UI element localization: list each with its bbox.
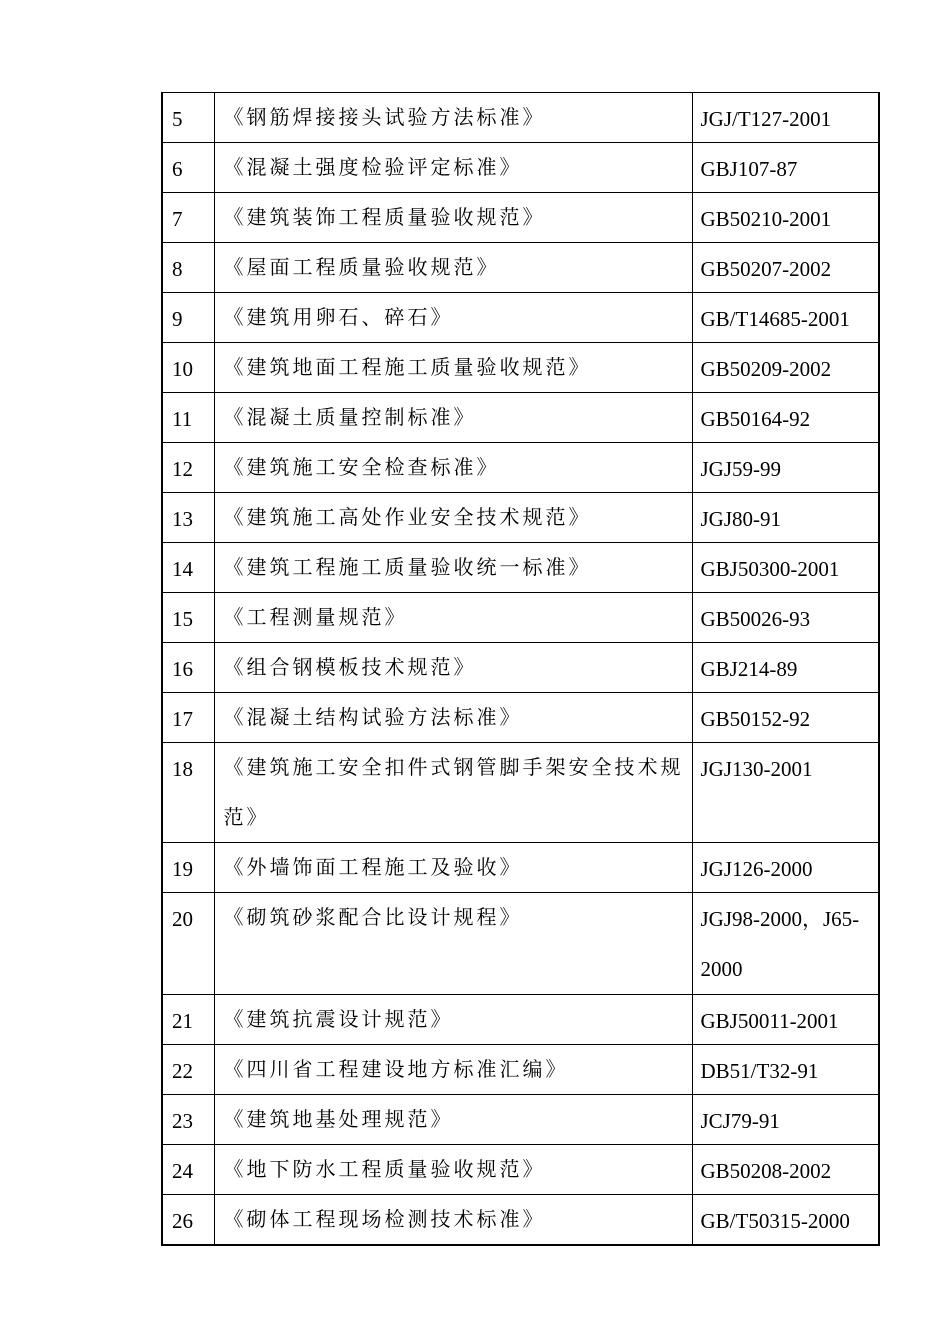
standard-name: 《屋面工程质量验收规范》 (223, 255, 500, 279)
row-number: 9 (172, 307, 183, 331)
table-row (162, 743, 879, 843)
standard-code-cell (692, 443, 879, 493)
standard-code-cell (692, 893, 879, 995)
standard-code: GBJ50011-2001 (700, 1009, 839, 1033)
table-row (162, 893, 879, 995)
standard-code: GB50209-2002 (700, 357, 832, 381)
standard-code-cell (692, 995, 879, 1045)
standard-name: 《建筑地面工程施工质量验收规范》 (223, 355, 592, 379)
standard-name: 《建筑用卵石、碎石》 (223, 305, 454, 329)
standard-name: 《混凝土强度检验评定标准》 (223, 155, 523, 179)
row-number-cell (162, 493, 214, 543)
table-row (162, 193, 879, 243)
table-row (162, 1045, 879, 1095)
standard-name: 《组合钢模板技术规范》 (223, 655, 477, 679)
standard-code: JGJ130-2001 (700, 757, 813, 781)
row-number-cell (162, 593, 214, 643)
standard-code-cell (692, 193, 879, 243)
standard-code: GB50164-92 (700, 407, 811, 431)
row-number-cell (162, 243, 214, 293)
row-number-cell (162, 693, 214, 743)
row-number: 10 (172, 357, 193, 381)
table-row (162, 543, 879, 593)
row-number: 19 (172, 857, 193, 881)
standard-name: 《钢筋焊接接头试验方法标准》 (223, 105, 546, 129)
row-number: 18 (172, 757, 193, 781)
row-number-cell (162, 93, 214, 143)
standard-name-cell (214, 743, 692, 843)
standard-name: 《建筑抗震设计规范》 (223, 1007, 454, 1031)
standard-code: JGJ98-2000，J65-2000 (700, 907, 860, 981)
standard-name: 《建筑地基处理规范》 (223, 1107, 454, 1131)
row-number: 8 (172, 257, 183, 281)
standard-name-cell (214, 1195, 692, 1246)
row-number-cell (162, 443, 214, 493)
row-number: 16 (172, 657, 193, 681)
row-number-cell (162, 143, 214, 193)
table-row (162, 143, 879, 193)
standard-code-cell (692, 243, 879, 293)
standard-code-cell (692, 1195, 879, 1246)
row-number: 17 (172, 707, 193, 731)
standard-code-cell (692, 493, 879, 543)
row-number-cell (162, 843, 214, 893)
row-number-cell (162, 1145, 214, 1195)
standard-code: JGJ80-91 (700, 507, 782, 531)
standard-code-cell (692, 1045, 879, 1095)
row-number: 23 (172, 1109, 193, 1133)
standard-name: 《砌筑砂浆配合比设计规程》 (223, 905, 523, 929)
standard-name: 《工程测量规范》 (223, 605, 408, 629)
row-number: 26 (172, 1209, 193, 1233)
standard-code: JGJ59-99 (700, 457, 782, 481)
standard-code: GB50210-2001 (700, 207, 832, 231)
row-number-cell (162, 1095, 214, 1145)
row-number-cell (162, 643, 214, 693)
table-row (162, 493, 879, 543)
row-number-cell (162, 893, 214, 995)
standard-code-cell (692, 1095, 879, 1145)
standard-code: GB50152-92 (700, 707, 811, 731)
standard-name: 《混凝土质量控制标准》 (223, 405, 477, 429)
standard-name: 《砌体工程现场检测技术标准》 (223, 1207, 546, 1231)
standard-code: GB50026-93 (700, 607, 811, 631)
standard-code-cell (692, 293, 879, 343)
row-number: 22 (172, 1059, 193, 1083)
standard-name: 《混凝土结构试验方法标准》 (223, 705, 523, 729)
row-number: 14 (172, 557, 193, 581)
standard-name: 《建筑施工高处作业安全技术规范》 (223, 505, 592, 529)
row-number-cell (162, 1195, 214, 1246)
standard-code-cell (692, 543, 879, 593)
table-row (162, 1145, 879, 1195)
standard-name: 《建筑工程施工质量验收统一标准》 (223, 555, 592, 579)
row-number: 21 (172, 1009, 193, 1033)
standard-code: JGJ126-2000 (700, 857, 813, 881)
row-number: 11 (172, 407, 193, 431)
standard-code: GBJ214-89 (700, 657, 798, 681)
standard-name: 《地下防水工程质量验收规范》 (223, 1157, 546, 1181)
row-number-cell (162, 343, 214, 393)
standard-code: GB/T50315-2000 (700, 1209, 850, 1233)
standard-name-cell (214, 893, 692, 995)
standard-code: DB51/T32-91 (700, 1059, 819, 1083)
standard-code-cell (692, 393, 879, 443)
standards-table-body (162, 93, 879, 1246)
standard-code: GB/T14685-2001 (700, 307, 850, 331)
standard-code: JGJ/T127-2001 (700, 107, 832, 131)
row-number-cell (162, 743, 214, 843)
row-number-cell (162, 193, 214, 243)
table-row (162, 93, 879, 143)
standard-name: 《建筑施工安全检查标准》 (223, 455, 500, 479)
row-number-cell (162, 293, 214, 343)
standard-code: JCJ79-91 (700, 1109, 780, 1133)
standard-name: 《建筑装饰工程质量验收规范》 (223, 205, 546, 229)
standard-code-cell (692, 743, 879, 843)
table-row (162, 343, 879, 393)
standard-code-cell (692, 343, 879, 393)
row-number: 15 (172, 607, 193, 631)
row-number: 20 (172, 907, 193, 931)
row-number-cell (162, 995, 214, 1045)
standard-name: 《四川省工程建设地方标准汇编》 (223, 1057, 569, 1081)
standard-code: GB50208-2002 (700, 1159, 832, 1183)
standard-code-cell (692, 643, 879, 693)
standard-code: GB50207-2002 (700, 257, 832, 281)
standard-code-cell (692, 143, 879, 193)
standard-name: 《外墙饰面工程施工及验收》 (223, 855, 523, 879)
row-number-cell (162, 543, 214, 593)
row-number: 12 (172, 457, 193, 481)
standards-table (161, 92, 880, 1246)
row-number-cell (162, 1045, 214, 1095)
row-number: 13 (172, 507, 193, 531)
standard-code: GBJ50300-2001 (700, 557, 840, 581)
standard-code-cell (692, 593, 879, 643)
row-number: 7 (172, 207, 183, 231)
row-number-cell (162, 393, 214, 443)
row-number: 24 (172, 1159, 193, 1183)
standard-name: 《建筑施工安全扣件式钢管脚手架安全技术规范》 (223, 755, 684, 829)
table-row (162, 1195, 879, 1246)
row-number: 5 (172, 107, 183, 131)
row-number: 6 (172, 157, 183, 181)
standard-code-cell (692, 93, 879, 143)
standard-code-cell (692, 1145, 879, 1195)
standard-code: GBJ107-87 (700, 157, 798, 181)
